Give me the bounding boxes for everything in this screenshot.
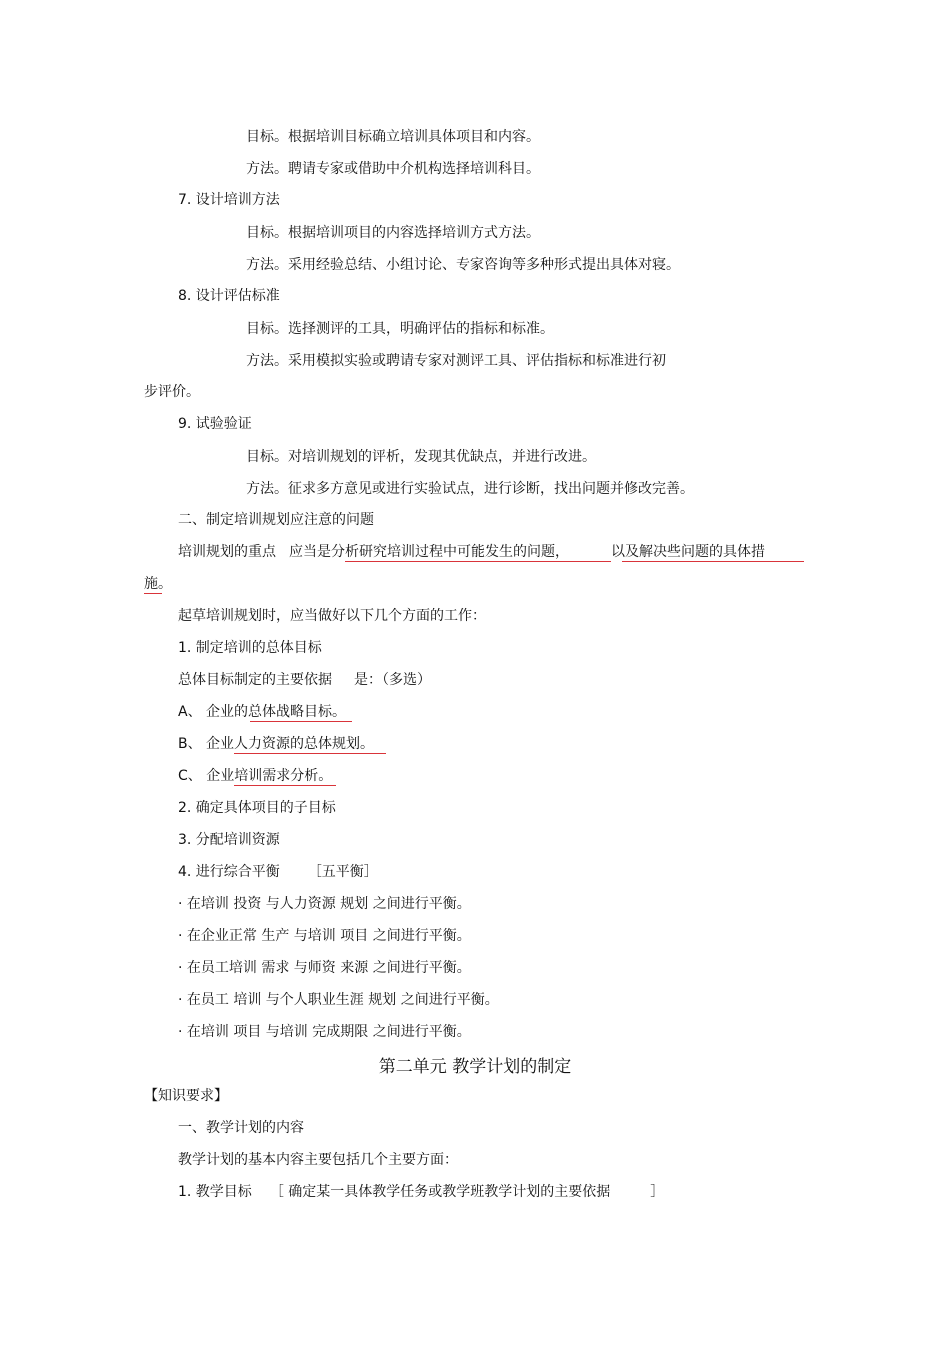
goal1-title: 1. 制定培训的总体目标 bbox=[178, 640, 322, 656]
teaching-goal-line bbox=[178, 1183, 664, 1201]
item8-method-continued: 步评价。 bbox=[144, 384, 200, 400]
focus-part1: 培训规划的重点 bbox=[178, 544, 276, 560]
item7-method: 方法。采用经验总结、小组讨论、专家咨询等多种形式提出具体对寝。 bbox=[246, 257, 680, 273]
item8-method: 方法。采用模拟实验或聘请专家对测评工具、评估指标和标准进行初 bbox=[246, 353, 666, 369]
unit2-title: 第二单元 教学计划的制定 bbox=[378, 1057, 572, 1077]
basis-part2: 是：（多选） bbox=[354, 672, 431, 688]
underline-option-c bbox=[234, 785, 336, 786]
underline-focus-2 bbox=[622, 561, 804, 562]
balance-item-2: · 在企业正常 生产 与培训 项目 之间进行平衡。 bbox=[178, 928, 471, 944]
underline-option-b bbox=[234, 753, 386, 754]
teaching-goal-note: ［ 确定某一具体教学任务或教学班教学计划的主要依据 bbox=[269, 1184, 611, 1200]
option-b: B、 企业人力资源的总体规划。 bbox=[178, 736, 375, 752]
teaching-goal-title: 1. 教学目标 bbox=[178, 1184, 252, 1200]
underline-option-a bbox=[250, 721, 352, 722]
goal2-title: 2. 确定具体项目的子目标 bbox=[178, 800, 336, 816]
focus-part2: 应当是分析研究培训过程中可能发生的问题， bbox=[289, 544, 569, 560]
goal3-title: 3. 分配培训资源 bbox=[178, 832, 280, 848]
item7-title: 7. 设计培训方法 bbox=[178, 192, 280, 208]
goal4-title: 4. 进行综合平衡 bbox=[178, 864, 280, 880]
basis-part1: 总体目标制定的主要依据 bbox=[178, 672, 332, 688]
balance-item-4: · 在员工 培训 与个人职业生涯 规划 之间进行平衡。 bbox=[178, 992, 499, 1008]
item9-method: 方法。征求多方意见或进行实验试点，进行诊断，找出问题并修改完善。 bbox=[246, 481, 694, 497]
item9-title: 9. 试验验证 bbox=[178, 416, 252, 432]
goal4-line bbox=[178, 863, 378, 881]
underline-focus-3 bbox=[144, 593, 162, 594]
option-c: C、 企业培训需求分析。 bbox=[178, 768, 333, 784]
knowledge-heading: 【知识要求】 bbox=[144, 1088, 228, 1104]
item7-goal: 目标。根据培训项目的内容选择培训方式方法。 bbox=[246, 225, 540, 241]
option-a: A、 企业的总体战略目标。 bbox=[178, 704, 347, 720]
item9-goal: 目标。对培训规划的评析，发现其优缺点，并进行改进。 bbox=[246, 449, 596, 465]
goal4-note: ［五平衡］ bbox=[307, 864, 378, 880]
section1-intro: 教学计划的基本内容主要包括几个主要方面： bbox=[178, 1152, 458, 1168]
basis-line bbox=[178, 671, 431, 689]
item8-goal: 目标。选择测评的工具，明确评估的指标和标准。 bbox=[246, 321, 554, 337]
focus-part3: 以及解决些问题的具体措 bbox=[611, 544, 765, 560]
item8-title: 8. 设计评估标准 bbox=[178, 288, 280, 304]
balance-item-5: · 在培训 项目 与培训 完成期限 之间进行平衡。 bbox=[178, 1024, 471, 1040]
focus-paragraph bbox=[178, 543, 765, 561]
teaching-goal-close: ］ bbox=[650, 1184, 665, 1200]
drafting-intro: 起草培训规划时，应当做好以下几个方面的工作： bbox=[178, 608, 486, 624]
balance-item-3: · 在员工培训 需求 与师资 来源 之间进行平衡。 bbox=[178, 960, 471, 976]
focus-continued: 施。 bbox=[144, 576, 172, 592]
section2-heading: 二、制定培训规划应注意的问题 bbox=[178, 512, 374, 528]
balance-item-1: · 在培训 投资 与人力资源 规划 之间进行平衡。 bbox=[178, 896, 471, 912]
item6-goal: 目标。根据培训目标确立培训具体项目和内容。 bbox=[246, 129, 540, 145]
underline-focus-1 bbox=[345, 561, 611, 562]
section1-heading: 一、教学计划的内容 bbox=[178, 1120, 304, 1136]
item6-method: 方法。聘请专家或借助中介机构选择培训科目。 bbox=[246, 161, 540, 177]
